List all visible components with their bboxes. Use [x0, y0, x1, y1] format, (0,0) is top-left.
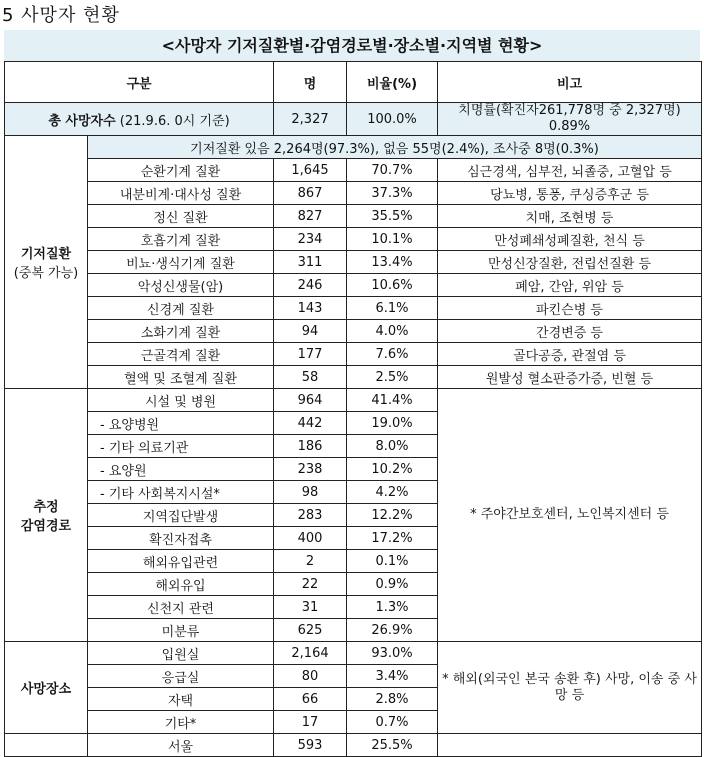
- total-ratio: 100.0%: [347, 103, 438, 136]
- underlying-row: [5, 182, 702, 205]
- underlying-summary: 기저질환 있음 2,264명(97.3%), 없음 55명(2.4%), 조사중 8명(0.3%): [88, 136, 702, 159]
- underlying-row: [5, 205, 702, 228]
- row-label: 지역집단발생: [88, 504, 274, 527]
- row-note: [438, 734, 702, 757]
- row-note: 만성신장질환, 전립선질환 등: [438, 251, 702, 274]
- row-label: 정신 질환: [88, 205, 274, 228]
- total-label-bold: 총 사망자수: [48, 113, 116, 129]
- row-label: 순환기계 질환: [88, 159, 274, 182]
- row-count: 827: [274, 205, 347, 228]
- route-group-line2: 감염경로: [20, 519, 72, 534]
- row-count: 186: [274, 435, 347, 458]
- underlying-group-subtitle: (중복 가능): [13, 266, 79, 281]
- row-label: - 기타 사회복지시설*: [88, 481, 274, 504]
- row-label: 서울: [88, 734, 274, 757]
- row-label: 악성신생물(암): [88, 274, 274, 297]
- row-note: 파킨슨병 등: [438, 297, 702, 320]
- row-label: 신경계 질환: [88, 297, 274, 320]
- underlying-row: [5, 297, 702, 320]
- underlying-row: [5, 159, 702, 182]
- row-note: 원발성 혈소판증가증, 빈혈 등: [438, 366, 702, 389]
- route-group-label: [5, 389, 88, 642]
- total-label-date: (21.9.6. 0시 기준): [115, 113, 230, 129]
- row-count: 867: [274, 182, 347, 205]
- row-ratio: 3.4%: [347, 665, 438, 688]
- header-note: 비고: [438, 62, 702, 103]
- row-count: 66: [274, 688, 347, 711]
- row-ratio: 0.9%: [347, 573, 438, 596]
- row-count: 98: [274, 481, 347, 504]
- row-count: 22: [274, 573, 347, 596]
- underlying-row: [5, 320, 702, 343]
- row-ratio: 2.8%: [347, 688, 438, 711]
- section-title: 5 사망자 현황: [2, 5, 120, 26]
- row-count: 143: [274, 297, 347, 320]
- row-count: 964: [274, 389, 347, 412]
- row-ratio: 0.1%: [347, 550, 438, 573]
- header-count: 명: [274, 62, 347, 103]
- row-count: 80: [274, 665, 347, 688]
- underlying-row: [5, 366, 702, 389]
- row-count: 17: [274, 711, 347, 734]
- row-label: - 요양병원: [88, 412, 274, 435]
- underlying-summary-row: [5, 136, 702, 159]
- row-note: 골다공증, 관절염 등: [438, 343, 702, 366]
- row-ratio: 1.3%: [347, 596, 438, 619]
- row-count: 283: [274, 504, 347, 527]
- row-ratio: 19.0%: [347, 412, 438, 435]
- underlying-row: [5, 251, 702, 274]
- row-count: 1,645: [274, 159, 347, 182]
- row-count: 246: [274, 274, 347, 297]
- row-ratio: 35.5%: [347, 205, 438, 228]
- underlying-group-label: [5, 136, 88, 389]
- total-note: 치명률(확진자261,778명 중 2,327명) 0.89%: [438, 103, 702, 136]
- row-ratio: 70.7%: [347, 159, 438, 182]
- header-row: [5, 62, 702, 103]
- row-label: 기타*: [88, 711, 274, 734]
- row-count: 442: [274, 412, 347, 435]
- row-label: 미분류: [88, 619, 274, 642]
- row-note: 간경변증 등: [438, 320, 702, 343]
- underlying-row: [5, 228, 702, 251]
- row-label: 내분비계·대사성 질환: [88, 182, 274, 205]
- row-count: 58: [274, 366, 347, 389]
- row-label: - 요양원: [88, 458, 274, 481]
- row-count: 311: [274, 251, 347, 274]
- row-label: 확진자접촉: [88, 527, 274, 550]
- row-count: 593: [274, 734, 347, 757]
- row-label: 호흡기계 질환: [88, 228, 274, 251]
- death-status-table: [4, 61, 702, 757]
- row-ratio: 4.2%: [347, 481, 438, 504]
- row-ratio: 41.4%: [347, 389, 438, 412]
- row-ratio: 8.0%: [347, 435, 438, 458]
- route-row: [5, 389, 702, 412]
- underlying-group-title: 기저질환: [20, 247, 72, 262]
- underlying-row: [5, 343, 702, 366]
- row-count: 238: [274, 458, 347, 481]
- row-ratio: 2.5%: [347, 366, 438, 389]
- row-count: 177: [274, 343, 347, 366]
- row-label: 해외유입관련: [88, 550, 274, 573]
- row-ratio: 10.1%: [347, 228, 438, 251]
- total-label: [5, 103, 274, 136]
- row-count: 94: [274, 320, 347, 343]
- row-count: 31: [274, 596, 347, 619]
- row-count: 400: [274, 527, 347, 550]
- row-ratio: 25.5%: [347, 734, 438, 757]
- row-ratio: 37.3%: [347, 182, 438, 205]
- row-note: 폐암, 간암, 위암 등: [438, 274, 702, 297]
- row-count: 625: [274, 619, 347, 642]
- route-note: * 주야간보호센터, 노인복지센터 등: [438, 389, 702, 642]
- row-label: 근골격계 질환: [88, 343, 274, 366]
- header-ratio: 비율(%): [347, 62, 438, 103]
- row-label: 신천지 관련: [88, 596, 274, 619]
- place-row: [5, 642, 702, 665]
- row-label: 혈액 및 조혈계 질환: [88, 366, 274, 389]
- row-note: 만성폐쇄성폐질환, 천식 등: [438, 228, 702, 251]
- row-ratio: 7.6%: [347, 343, 438, 366]
- row-ratio: 10.6%: [347, 274, 438, 297]
- row-note: 당뇨병, 통풍, 쿠싱증후군 등: [438, 182, 702, 205]
- row-ratio: 10.2%: [347, 458, 438, 481]
- row-ratio: 0.7%: [347, 711, 438, 734]
- table-banner: <사망자 기저질환별·감염경로별·장소별·지역별 현황>: [4, 30, 700, 61]
- underlying-row: [5, 274, 702, 297]
- total-row: [5, 103, 702, 136]
- place-note: * 해외(외국인 본국 송환 후) 사망, 이송 중 사망 등: [438, 642, 702, 734]
- row-label: 입원실: [88, 642, 274, 665]
- row-ratio: 93.0%: [347, 642, 438, 665]
- region-group-label: [5, 734, 88, 757]
- row-ratio: 17.2%: [347, 527, 438, 550]
- row-count: 234: [274, 228, 347, 251]
- row-ratio: 6.1%: [347, 297, 438, 320]
- route-group-line1: 추정: [33, 500, 59, 515]
- row-label: 비뇨·생식기계 질환: [88, 251, 274, 274]
- place-group-label: 사망장소: [5, 642, 88, 734]
- row-ratio: 26.9%: [347, 619, 438, 642]
- row-count: 2,164: [274, 642, 347, 665]
- row-label: 소화기계 질환: [88, 320, 274, 343]
- region-row: [5, 734, 702, 757]
- row-label: 시설 및 병원: [88, 389, 274, 412]
- row-note: 치매, 조현병 등: [438, 205, 702, 228]
- row-note: 심근경색, 심부전, 뇌졸중, 고혈압 등: [438, 159, 702, 182]
- row-label: 자택: [88, 688, 274, 711]
- row-label: 해외유입: [88, 573, 274, 596]
- total-count: 2,327: [274, 103, 347, 136]
- row-label: - 기타 의료기관: [88, 435, 274, 458]
- row-count: 2: [274, 550, 347, 573]
- header-category: 구분: [5, 62, 274, 103]
- row-ratio: 4.0%: [347, 320, 438, 343]
- row-label: 응급실: [88, 665, 274, 688]
- row-ratio: 13.4%: [347, 251, 438, 274]
- row-ratio: 12.2%: [347, 504, 438, 527]
